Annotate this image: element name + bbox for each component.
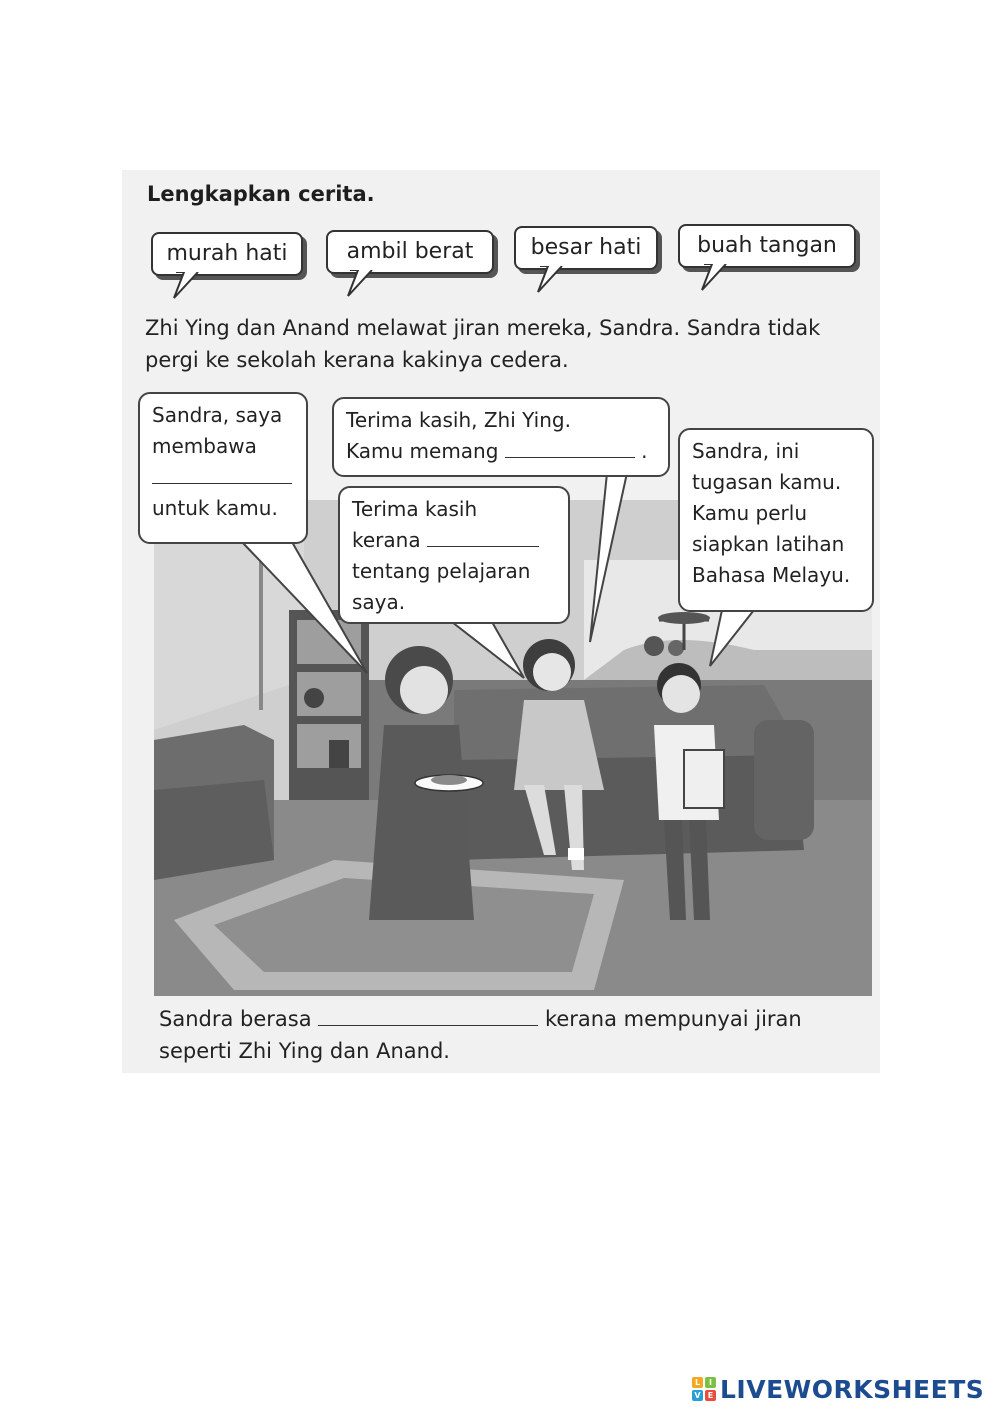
bubble-line: Sandra, saya	[152, 403, 283, 427]
answer-blank[interactable]	[505, 439, 635, 458]
liveworksheets-brand[interactable]	[692, 1374, 984, 1404]
closing-prefix: Sandra berasa	[159, 1007, 312, 1031]
bubble-line-with-blank	[346, 436, 656, 467]
bubble-line: tentang pelajaran	[352, 559, 531, 583]
bubble-line: Kamu perlu	[692, 501, 807, 525]
brand-name: LIVEWORKSHEETS	[720, 1374, 985, 1404]
worksheet-title: Lengkapkan cerita.	[147, 182, 375, 206]
liveworksheets-logo-icon	[692, 1377, 716, 1401]
bubble-line: saya.	[352, 590, 406, 614]
bubble-text: .	[641, 439, 648, 463]
logo-tile: L	[692, 1377, 703, 1388]
bubble-line: membawa	[152, 434, 257, 458]
word-chip-3: besar hati	[514, 226, 658, 270]
bubble-line: tugasan kamu.	[692, 470, 842, 494]
bubble-line-with-blank	[352, 525, 556, 556]
closing-line-2: seperti Zhi Ying dan Anand.	[159, 1039, 450, 1063]
intro-text: Zhi Ying dan Anand melawat jiran mereka, Sandra. Sandra tidak pergi ke sekolah kerana kakinya cedera.	[145, 316, 821, 372]
word-chip-4: buah tangan	[678, 224, 856, 268]
speech-bubble-sandra-2	[338, 486, 570, 624]
word-chip-1: murah hati	[151, 232, 303, 276]
closing-suffix: kerana mempunyai jiran	[544, 1007, 802, 1031]
bubble-line: untuk kamu.	[152, 496, 278, 520]
speech-bubble-zhi-ying	[138, 392, 308, 544]
bubble-line: Terima kasih	[352, 497, 478, 521]
speech-bubble-anand	[678, 428, 874, 612]
closing-line-1	[159, 1003, 874, 1035]
logo-tile: V	[692, 1390, 703, 1401]
worksheet-scan	[122, 170, 880, 1073]
bubble-line: Terima kasih, Zhi Ying.	[346, 408, 571, 432]
speech-bubble-sandra-1	[332, 397, 670, 477]
answer-blank-row	[152, 462, 294, 493]
bubble-line: siapkan latihan	[692, 532, 845, 556]
bubble-line: Bahasa Melayu.	[692, 563, 851, 587]
closing-sentence	[159, 1003, 874, 1067]
answer-blank[interactable]	[318, 1007, 538, 1026]
answer-blank[interactable]	[152, 465, 292, 484]
word-chip-2: ambil berat	[326, 230, 494, 274]
bubble-text: Kamu memang	[346, 439, 499, 463]
logo-tile: I	[705, 1377, 716, 1388]
answer-blank[interactable]	[427, 528, 539, 547]
bubble-line: Sandra, ini	[692, 439, 800, 463]
logo-tile: E	[705, 1390, 716, 1401]
bubble-text: kerana	[352, 528, 421, 552]
